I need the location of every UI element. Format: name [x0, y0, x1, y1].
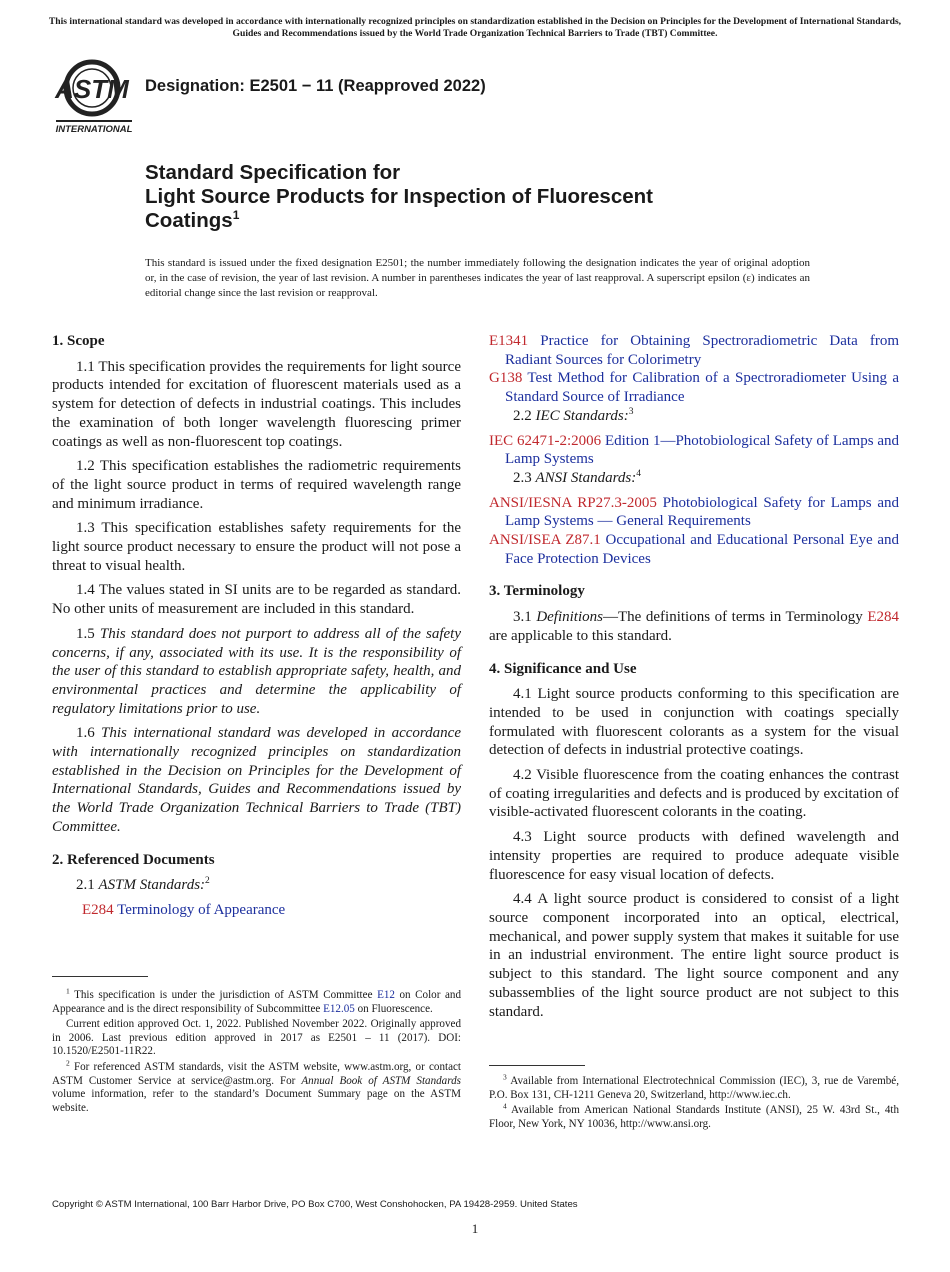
referenced-documents-heading: 2. Referenced Documents — [52, 851, 215, 868]
para-4-3: 4.3 Light source products with defined wavelength and intensity properties are required to produce adequate visible fluorescence for easy visual location of defects. — [489, 829, 899, 883]
ref-e284-title[interactable]: Terminology of Appearance — [117, 901, 286, 918]
ref-iec-title[interactable]: Edition 1—Photobiological Safety of Lamps and Lamp Systems — [505, 432, 900, 468]
para-1-2: 1.2 This specification establishes the radiometric requirements of the light source product in terms of required wavelength range and minimum irradiance. — [52, 458, 461, 512]
left-column — [52, 332, 461, 920]
designation-note: This standard is issued under the fixed designation E2501; the number immediately following the designation indicates the year of original adoption or, in the case of revision, the year of last revision. A number in parentheses indicates the year of last reapproval. A superscript epsilon (ε) indicates an editorial change since the last revision or reapproval. — [145, 257, 810, 299]
footnote-1-e1205-link[interactable]: E12.05 — [323, 1002, 355, 1015]
tbt-notice: This international standard was developed in accordance with internationally recognized principles on standardization established in the Decision on Principles for the Development of International Standards, Guides and Recommendations issued by the World Trade Organization Technical Barriers to Trade (TBT) Committee. — [48, 16, 902, 39]
iec-standards-label: 2.2 IEC Standards:$^3$ — [513, 406, 634, 424]
para-4-4: 4.4 A light source product is considered to consist of a light source component incorporated into an optical, electrical, mechanical, and power supply system that makes it suitable for use in an industrial environment. The entire light source product is subject to this standard. The light source component and any subassemblies of the light source product are not subject to this standard. — [489, 891, 899, 1020]
para-1-4: 1.4 The values stated in SI units are to be regarded as standard. No other units of measurement are included in this standard. — [52, 582, 461, 618]
ref-ansi-iesna-title[interactable]: Photobiological Safety for Lamps and Lamp Systems — General Requirements — [505, 494, 899, 530]
para-3-1: 3.1 Definitions—The definitions of terms in Terminology E284 are applicable to this standard. — [489, 609, 899, 644]
title-line-2: Light Source Products for Inspection of Fluorescent — [145, 185, 653, 208]
astm-logo — [52, 56, 136, 134]
ref-g138-code[interactable]: G138 — [489, 370, 523, 387]
title-line-3: Coatings$^1$ — [145, 208, 240, 232]
para-1-6: 1.6 This international standard was developed in accordance with internationally recognized principles on standardization established in the Decision on Principles for the Development of International Standards, Guides and Recommendations issued by the World Trade Organization Technical Barriers to Trade (TBT) Committee. — [52, 725, 461, 835]
para-1-1: 1.1 This specification provides the requirements for light source products intended for excitation of fluorescent materials used as a system for detection of defects in industrial coatings. This includes the examination of both longer wavelength fluorescing primer coatings as well as non-fluorescent top coatings. — [52, 358, 461, 450]
ref-ansi-isea-title[interactable]: Occupational and Educational Personal Eye and Face Protection Devices — [505, 532, 900, 567]
footnote-1: $^1$ This specification is under the jurisdiction of ASTM Committee E12 on Color and Appearance and is the direct responsibility of Subcommittee E12.05 on Fluorescence. — [52, 986, 462, 1015]
astm-standards-label: 2.1 ASTM Standards:$^2$ — [76, 876, 210, 894]
footnote-rule-left — [52, 976, 148, 977]
para-4-1: 4.1 Light source products conforming to this specification are intended to be used in conjunction with coatings specially formulated with fluorescent colorants as a system for the visual detection of defects in industrial protective coatings. — [489, 686, 899, 759]
ref-e284-code[interactable]: E284 — [82, 901, 114, 918]
copyright: Copyright © ASTM International, 100 Barr Harbor Drive, PO Box C700, West Conshohocken, PA 19428-2959. United States — [52, 1199, 578, 1210]
terminology-e284-link[interactable]: E284 — [867, 609, 899, 626]
footnotes-right — [489, 1072, 899, 1133]
footnote-rule-right — [489, 1065, 585, 1066]
document-title — [145, 161, 845, 233]
scope-heading: 1. Scope — [52, 333, 105, 349]
footnote-2: $^2$ For referenced ASTM standards, visit the ASTM website, www.astm.org, or contact ASTM Customer Service at service@astm.org. For Annual Book of ASTM Standards volume information, refer to the standard’s Document Summary page on the ASTM website. — [52, 1058, 461, 1114]
ref-ansi-iesna[interactable] — [489, 494, 899, 531]
ref-e1341-code[interactable]: E1341 — [489, 333, 529, 349]
ansi-standards-label: 2.3 ANSI Standards:$^4$ — [513, 468, 641, 486]
footnote-1-e12-link[interactable]: E12 — [377, 989, 395, 1001]
ref-ansi-iesna-code[interactable]: ANSI/IESNA RP27.3-2005 — [489, 494, 657, 511]
ref-e284[interactable] — [66, 901, 461, 920]
logo-subtext: INTERNATIONAL — [55, 124, 133, 134]
significance-heading: 4. Significance and Use — [489, 660, 637, 677]
footnote-3: $^3$ Available from International Electrotechnical Commission (IEC), 3, rue de Varembé, P.O. Box 131, CH-1211 Geneva 20, Switzerland, http://www.iec.ch. — [489, 1072, 899, 1101]
ref-e1341-title[interactable]: Practice for Obtaining Spectroradiometric Data from Radiant Sources for Colorimetry — [505, 333, 900, 368]
ref-iec-code[interactable]: IEC 62471-2:2006 — [489, 432, 602, 449]
logo-text: ASTM — [55, 74, 129, 104]
footnote-4: $^4$ Available from American National Standards Institute (ANSI), 25 W. 43rd St., 4th Floor, New York, NY 10036, http://www.ansi.org. — [489, 1101, 899, 1130]
ref-g138[interactable] — [489, 369, 899, 406]
designation: Designation: E2501 − 11 (Reapproved 2022) — [145, 77, 486, 95]
footnote-1-edition: Current edition approved Oct. 1, 2022. Published November 2022. Originally approved in 2006. Last previous edition approved in 2017 as E2501 – 11 (2017). DOI: 10.1520/E2501-11R22. — [52, 1018, 461, 1058]
para-4-2: 4.2 Visible fluorescence from the coating enhances the contrast of coating irregularities and defects and is produced by excitation of visible-activated fluorescent colorants in the coating. — [489, 767, 899, 821]
footnotes-left — [52, 986, 462, 1117]
ref-iec-62471[interactable] — [489, 432, 899, 469]
title-footnote-mark: 1 — [232, 208, 240, 223]
ref-ansi-isea[interactable] — [489, 531, 899, 568]
title-line-1: Standard Specification for — [145, 161, 401, 184]
para-1-3: 1.3 This specification establishes safety requirements for the light source product necessary to ensure the product will not pose a threat to visual health. — [52, 520, 461, 574]
page-number: 1 — [471, 1221, 479, 1236]
ref-e1341[interactable] — [489, 332, 899, 369]
ref-ansi-isea-code[interactable]: ANSI/ISEA Z87.1 — [489, 532, 601, 549]
para-1-5: 1.5 This standard does not purport to address all of the safety concerns, if any, associated with its use. It is the responsibility of the user of this standard to establish appropriate safety, health, and environmental practices and determine the applicability of regulatory limitations prior to use. — [52, 625, 462, 717]
ref-g138-title[interactable]: Test Method for Calibration of a Spectroradiometer Using a Standard Source of Irradiance — [505, 370, 899, 406]
right-column — [489, 332, 899, 1027]
terminology-heading: 3. Terminology — [489, 583, 585, 600]
